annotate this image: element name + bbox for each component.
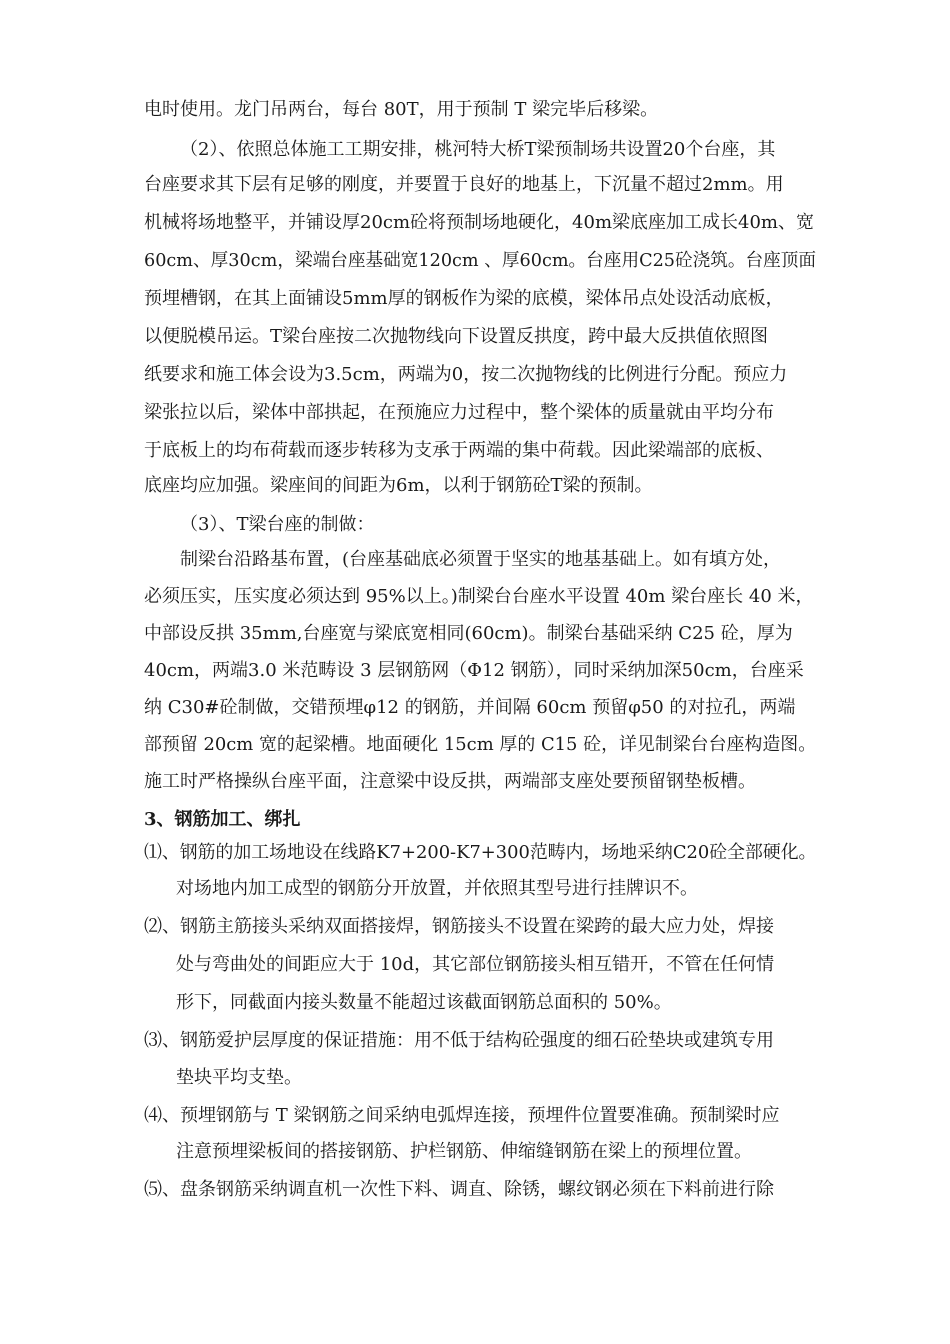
text-line: 纳 C30#砼制做，交错预埋φ12 的钢筋，并间隔 60cm 预留φ50 的对拉孔，两端 [144,697,796,718]
text-line: 底座均应加强。梁座间的间距为6m，以利于钢筋砼T梁的预制。 [144,475,653,496]
text-line: 形下，同截面内接头数量不能超过该截面钢筋总面积的 50%。 [176,992,672,1013]
text-line: 以便脱模吊运。T梁台座按二次抛物线向下设置反拱度，跨中最大反拱值依照图 [144,326,769,347]
text-line: 电时使用。龙门吊两台，每台 80T，用于预制 T 梁完毕后移梁。 [144,99,659,120]
text-line: ⑴、钢筋的加工场地设在线路K7+200-K7+300范畴内，场地采纳C20砼全部硬化。 [144,842,817,863]
text-line: ⑷、预埋钢筋与 T 梁钢筋之间采纳电弧焊连接，预埋件位置要准确。预制梁时应 [144,1105,780,1126]
text-line: ⑸、盘条钢筋采纳调直机一次性下料、调直、除锈，螺纹钢必须在下料前进行除 [144,1179,774,1200]
text-line: 40cm，两端3.0 米范畴设 3 层钢筋网（Φ12 钢筋），同时采纳加深50cm，台座采 [144,660,804,681]
text-line: 施工时严格操纵台座平面，注意梁中设反拱，两端部支座处要预留钢垫板槽。 [144,771,756,792]
text-line: 中部设反拱 35mm,台座宽与梁底宽相同(60cm)。制梁台基础采纳 C25 砼，厚为 [144,623,793,644]
text-line: 机械将场地整平，并铺设厚20cm砼将预制场地硬化，40m梁底座加工成长40m、宽 [144,212,814,233]
text-line: 梁张拉以后，梁体中部拱起，在预施应力过程中，整个梁体的质量就由平均分布 [144,402,774,423]
text-line: 对场地内加工成型的钢筋分开放置，并依照其型号进行挂牌识不。 [176,878,698,899]
text-line: 注意预埋梁板间的搭接钢筋、护栏钢筋、伸缩缝钢筋在梁上的预埋位置。 [176,1141,752,1162]
text-line: 垫块平均支垫。 [176,1067,302,1088]
text-line: ⑶、钢筋爱护层厚度的保证措施：用不低于结构砼强度的细石砼垫块或建筑专用 [144,1030,774,1051]
text-line: ⑵、钢筋主筋接头采纳双面搭接焊，钢筋接头不设置在梁跨的最大应力处，焊接 [144,916,774,937]
text-line: 制梁台沿路基布置，(台座基础底必须置于坚实的地基基础上。如有填方处， [180,549,782,570]
text-line: 于底板上的均布荷载而逐步转移为支承于两端的集中荷载。因此梁端部的底板、 [144,440,774,461]
text-line: 处与弯曲处的间距应大于 10d，其它部位钢筋接头相互错开，不管在任何情 [176,954,775,975]
text-line: 台座要求其下层有足够的刚度，并要置于良好的地基上，下沉量不超过2mm。用 [144,174,784,195]
section-heading: 3、钢筋加工、绑扎 [144,809,301,830]
text-line: （3）、T梁台座的制做： [180,514,375,535]
text-line: 预埋槽钢，在其上面铺设5mm厚的钢板作为梁的底模，梁体吊点处设活动底板， [144,288,784,309]
text-line: （2）、依照总体施工工期安排，桃河特大桥T梁预制场共设置20个台座，其 [180,139,776,160]
text-line: 纸要求和施工体会设为3.5cm，两端为0，按二次抛物线的比例进行分配。预应力 [144,364,788,385]
text-line: 必须压实，压实度必须达到 95%以上。)制梁台台座水平设置 40m 梁台座长 40 米， [144,586,814,607]
text-line: 部预留 20cm 宽的起梁槽。地面硬化 15cm 厚的 C15 砼，详见制梁台台座构造图。 [144,734,817,755]
text-line: 60cm、厚30cm，梁端台座基础宽120cm 、厚60cm。台座用C25砼浇筑。台座顶面 [144,250,817,271]
